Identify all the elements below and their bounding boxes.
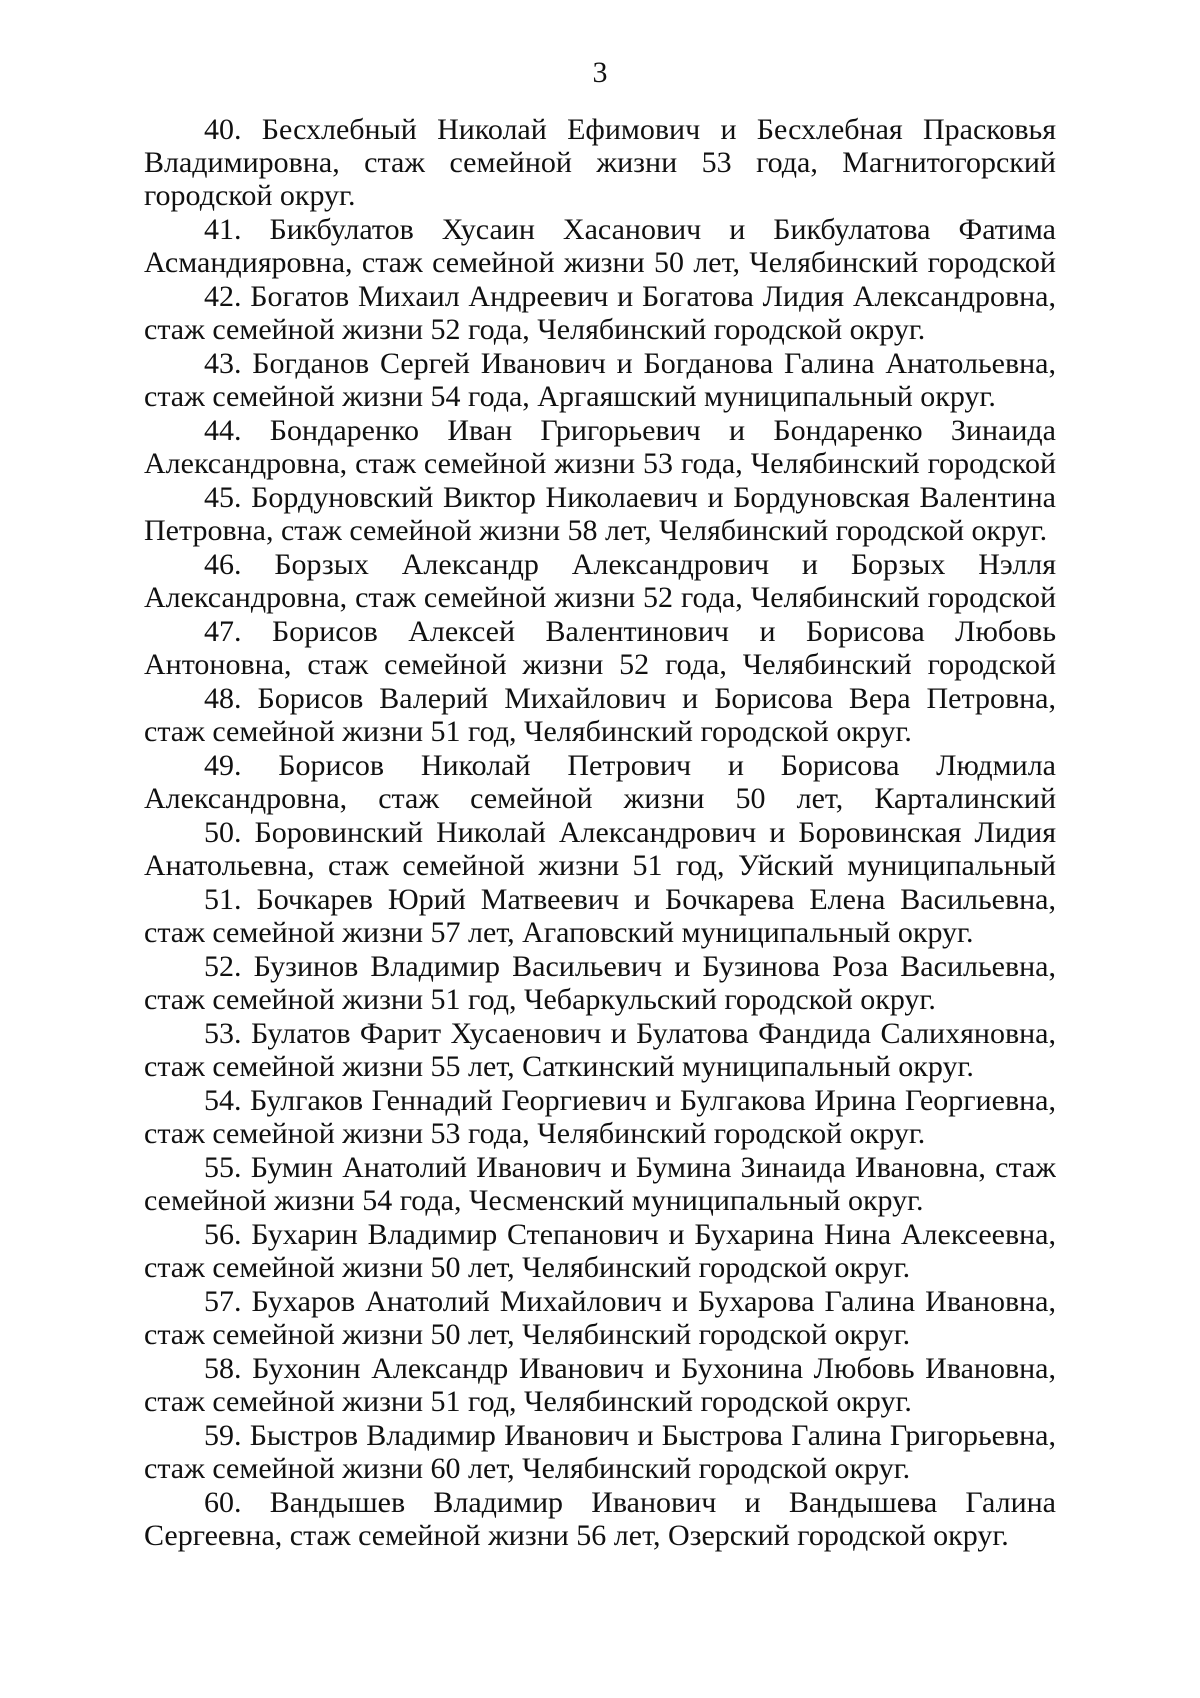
- list-item: 53. Булатов Фарит Хусаенович и Булатова Фандида Салихяновна, стаж семейной жизни 55 лет, Саткинский муниципальный округ.: [144, 1017, 1056, 1083]
- list-item: 57. Бухаров Анатолий Михайлович и Бухарова Галина Ивановна, стаж семейной жизни 50 лет, Челябинский городской округ.: [144, 1285, 1056, 1351]
- list-item: 55. Бумин Анатолий Иванович и Бумина Зинаида Ивановна, стаж семейной жизни 54 года, Чесменский муниципальный округ.: [144, 1151, 1056, 1217]
- list-item: 43. Богданов Сергей Иванович и Богданова Галина Анатольевна, стаж семейной жизни 54 года, Аргаяшский муниципальный округ.: [144, 347, 1056, 413]
- list-item: 49. Борисов Николай Петрович и Борисова Людмила Александровна, стаж семейной жизни 50 лет, Карталинский: [144, 749, 1056, 815]
- list-item: 42. Богатов Михаил Андреевич и Богатова Лидия Александровна, стаж семейной жизни 52 года, Челябинский городской округ.: [144, 280, 1056, 346]
- list-item: 44. Бондаренко Иван Григорьевич и Бондаренко Зинаида Александровна, стаж семейной жизни 53 года, Челябинский городской: [144, 414, 1056, 480]
- list-item: 60. Вандышев Владимир Иванович и Вандышева Галина Сергеевна, стаж семейной жизни 56 лет, Озерский городской округ.: [144, 1486, 1056, 1552]
- list-item: 47. Борисов Алексей Валентинович и Борисова Любовь Антоновна, стаж семейной жизни 52 года, Челябинский городской: [144, 615, 1056, 681]
- page-number: 3: [592, 56, 608, 89]
- list-item: 56. Бухарин Владимир Степанович и Бухарина Нина Алексеевна, стаж семейной жизни 50 лет, Челябинский городской округ.: [144, 1218, 1056, 1284]
- list-item: 51. Бочкарев Юрий Матвеевич и Бочкарева Елена Васильевна, стаж семейной жизни 57 лет, Агаповский муниципальный округ.: [144, 883, 1056, 949]
- list-item: 45. Бордуновский Виктор Николаевич и Бордуновская Валентина Петровна, стаж семейной жизни 58 лет, Челябинский городской округ.: [144, 481, 1056, 547]
- list-item: 48. Борисов Валерий Михайлович и Борисова Вера Петровна, стаж семейной жизни 51 год, Челябинский городской округ.: [144, 682, 1056, 748]
- list-item: 40. Бесхлебный Николай Ефимович и Бесхлебная Прасковья Владимировна, стаж семейной жизни 53 года, Магнитогорский городской округ.: [144, 113, 1056, 212]
- list-item: 46. Борзых Александр Александрович и Борзых Нэлля Александровна, стаж семейной жизни 52 года, Челябинский городской: [144, 548, 1056, 614]
- list-item: 52. Бузинов Владимир Васильевич и Бузинова Роза Васильевна, стаж семейной жизни 51 год, Чебаркульский городской округ.: [144, 950, 1056, 1016]
- list-item: 41. Бикбулатов Хусаин Хасанович и Бикбулатова Фатима Асмандияровна, стаж семейной жизни 50 лет, Челябинский городской: [144, 213, 1056, 279]
- list-item: 58. Бухонин Александр Иванович и Бухонина Любовь Ивановна, стаж семейной жизни 51 год, Челябинский городской округ.: [144, 1352, 1056, 1418]
- list-item: 54. Булгаков Геннадий Георгиевич и Булгакова Ирина Георгиевна, стаж семейной жизни 53 года, Челябинский городской округ.: [144, 1084, 1056, 1150]
- list-item: 59. Быстров Владимир Иванович и Быстрова Галина Григорьевна, стаж семейной жизни 60 лет, Челябинский городской округ.: [144, 1419, 1056, 1485]
- list-item: 50. Боровинский Николай Александрович и Боровинская Лидия Анатольевна, стаж семейной жизни 51 год, Уйский муниципальный: [144, 816, 1056, 882]
- document-body: [144, 113, 1056, 1553]
